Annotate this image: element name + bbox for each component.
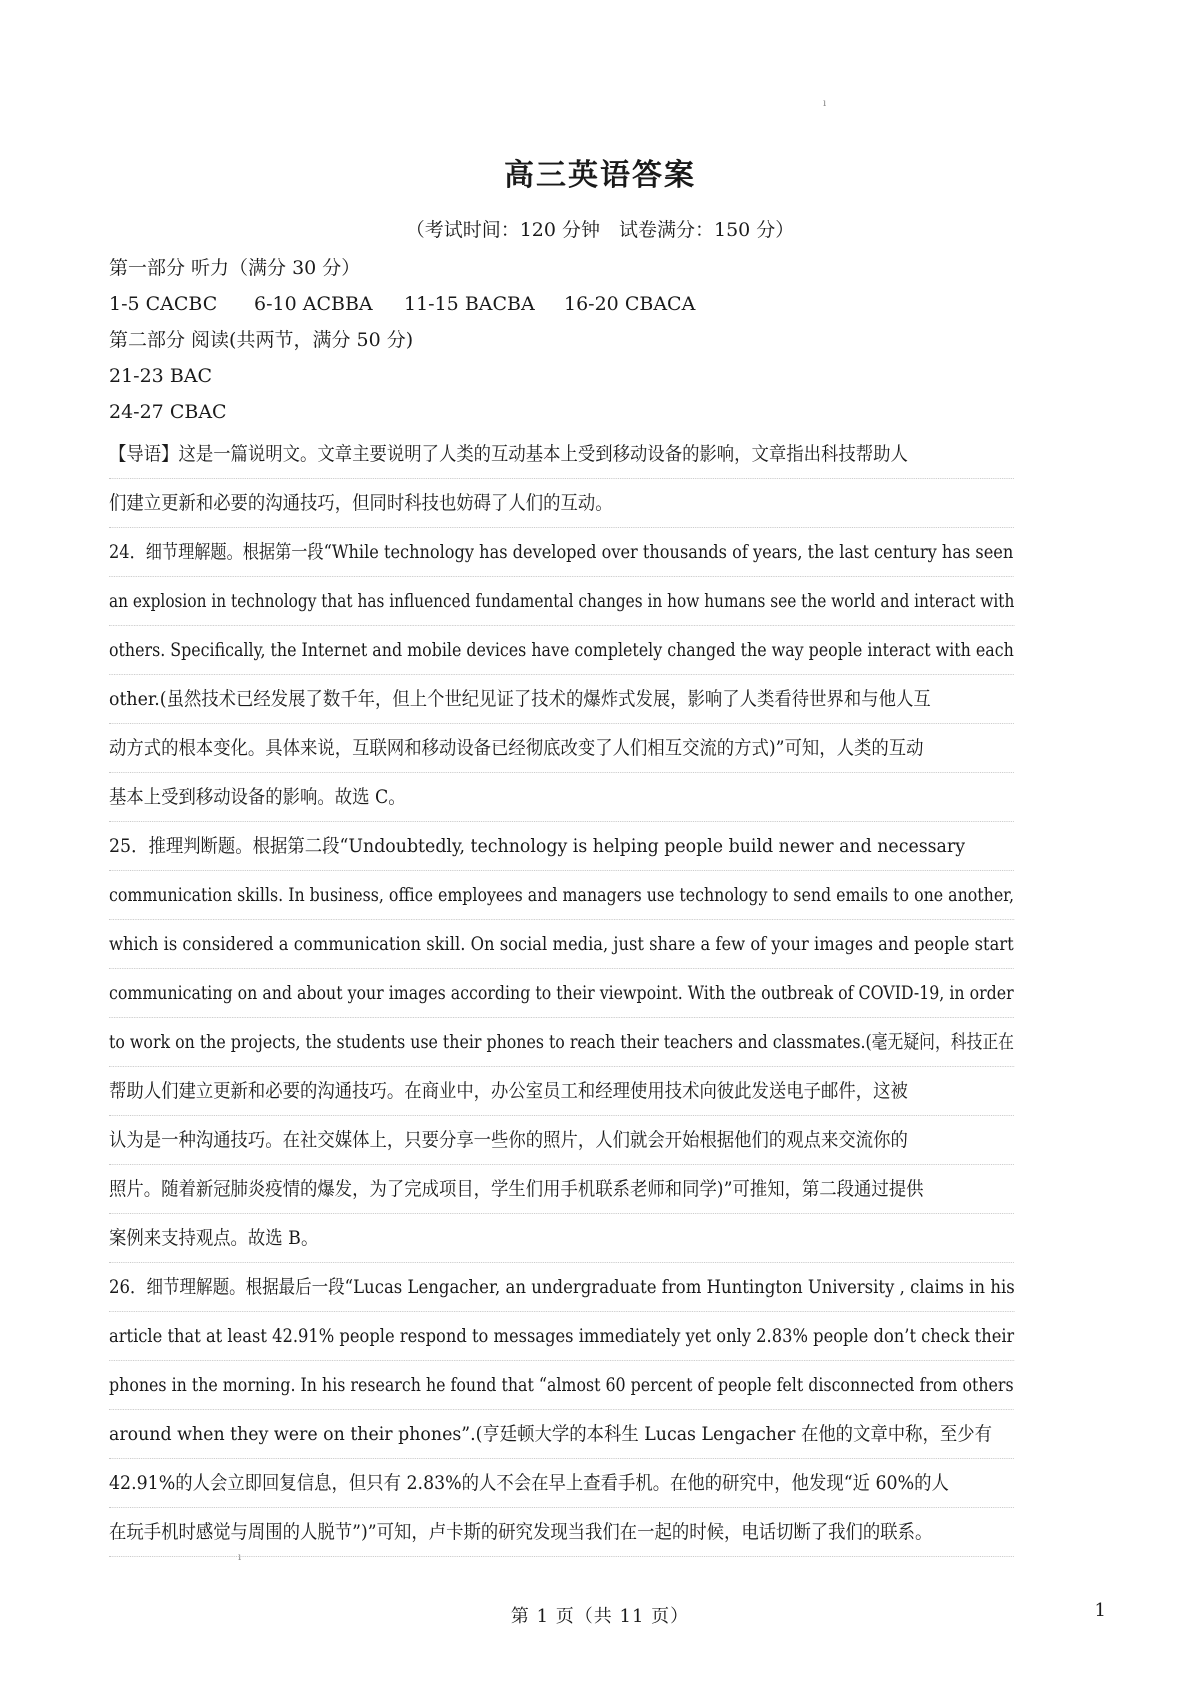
- text-line: other.(虽然技术已经发展了数千年，但上个世纪见证了技术的爆炸式发展，影响了人类看待世界和与他人互: [109, 675, 1014, 724]
- text-line: 们建立更新和必要的沟通技巧，但同时科技也妨碍了人们的互动。: [109, 479, 1014, 528]
- text-line: 24．细节理解题。根据第一段“While technology has developed over thousands of years, the last century has seen: [109, 528, 1014, 577]
- text-line: which is considered a communication skill. On social media, just share a few of your images and people start: [109, 920, 1014, 969]
- answer-group: 6-10 ACBBA: [254, 293, 373, 315]
- text-line: 在玩手机时感觉与周围的人脱节”)”可知，卢卡斯的研究发现当我们在一起的时候，电话切断了我们的联系。: [109, 1508, 1014, 1557]
- page-number: 1: [1094, 1600, 1106, 1621]
- answer-row: 21-23 BAC: [109, 365, 213, 387]
- section-heading-reading: 第二部分 阅读(共两节，满分 50 分): [109, 329, 414, 351]
- text-line: 照片。随着新冠肺炎疫情的爆发，为了完成项目，学生们用手机联系老师和同学)”可推知，第二段通过提供: [109, 1165, 1014, 1214]
- page-title: 高三英语答案: [504, 158, 696, 193]
- text-line: 基本上受到移动设备的影响。故选 C。: [109, 773, 1014, 822]
- exam-info: （考试时间：120 分钟 试卷满分：150 分）: [405, 219, 795, 241]
- scan-speck: ı: [823, 98, 827, 109]
- text-line: others. Specifically, the Internet and mobile devices have completely changed the way people interact with each: [109, 626, 1014, 675]
- text-line: to work on the projects, the students use their phones to reach their teachers and classmates.(毫无疑问，科技正在: [109, 1018, 1014, 1067]
- scan-speck: ı: [238, 1552, 242, 1563]
- text-line: communicating on and about your images according to their viewpoint. With the outbreak of COVID-19, in order: [109, 969, 1014, 1018]
- text-line: 42.91%的人会立即回复信息，但只有 2.83%的人不会在早上查看手机。在他的研究中，他发现“近 60%的人: [109, 1459, 1014, 1508]
- section-heading-listening: 第一部分 听力（满分 30 分）: [109, 257, 361, 279]
- text-line: 案例来支持观点。故选 B。: [109, 1214, 1014, 1263]
- text-line: around when they were on their phones”.(亨廷顿大学的本科生 Lucas Lengacher 在他的文章中称，至少有: [109, 1410, 1014, 1459]
- answer-content: [109, 250, 1099, 1557]
- text-line: article that at least 42.91% people respond to messages immediately yet only 2.83% people don’t check their: [109, 1312, 1014, 1361]
- answer-row-listening: [109, 286, 1099, 322]
- text-line: an explosion in technology that has influenced fundamental changes in how humans see the world and interact with: [109, 577, 1014, 626]
- answer-group: 1-5 CACBC: [109, 293, 218, 315]
- text-line: communication skills. In business, office employees and managers use technology to send emails to one another,: [109, 871, 1014, 920]
- text-line: 动方式的根本变化。具体来说，互联网和移动设备已经彻底改变了人们相互交流的方式)”可知，人类的互动: [109, 724, 1014, 773]
- text-line: phones in the morning. In his research he found that “almost 60 percent of people felt disconnected from others: [109, 1361, 1014, 1410]
- text-line: 认为是一种沟通技巧。在社交媒体上，只要分享一些你的照片，人们就会开始根据他们的观点来交流你的: [109, 1116, 1014, 1165]
- text-line: 26．细节理解题。根据最后一段“Lucas Lengacher, an undergraduate from Huntington University , claims in his: [109, 1263, 1014, 1312]
- page-footer: 第 1 页（共 11 页）: [510, 1606, 690, 1627]
- explanation-text: [109, 430, 1099, 1557]
- text-line: 帮助人们建立更新和必要的沟通技巧。在商业中，办公室员工和经理使用技术向彼此发送电子邮件，这被: [109, 1067, 1014, 1116]
- text-line: 25．推理判断题。根据第二段“Undoubtedly, technology is helping people build newer and necessary: [109, 822, 1014, 871]
- answer-group: 16-20 CBACA: [564, 293, 696, 315]
- answer-group: 11-15 BACBA: [404, 293, 535, 315]
- text-line: 【导语】这是一篇说明文。文章主要说明了人类的互动基本上受到移动设备的影响，文章指出科技帮助人: [109, 430, 1014, 479]
- answer-row: 24-27 CBAC: [109, 401, 227, 423]
